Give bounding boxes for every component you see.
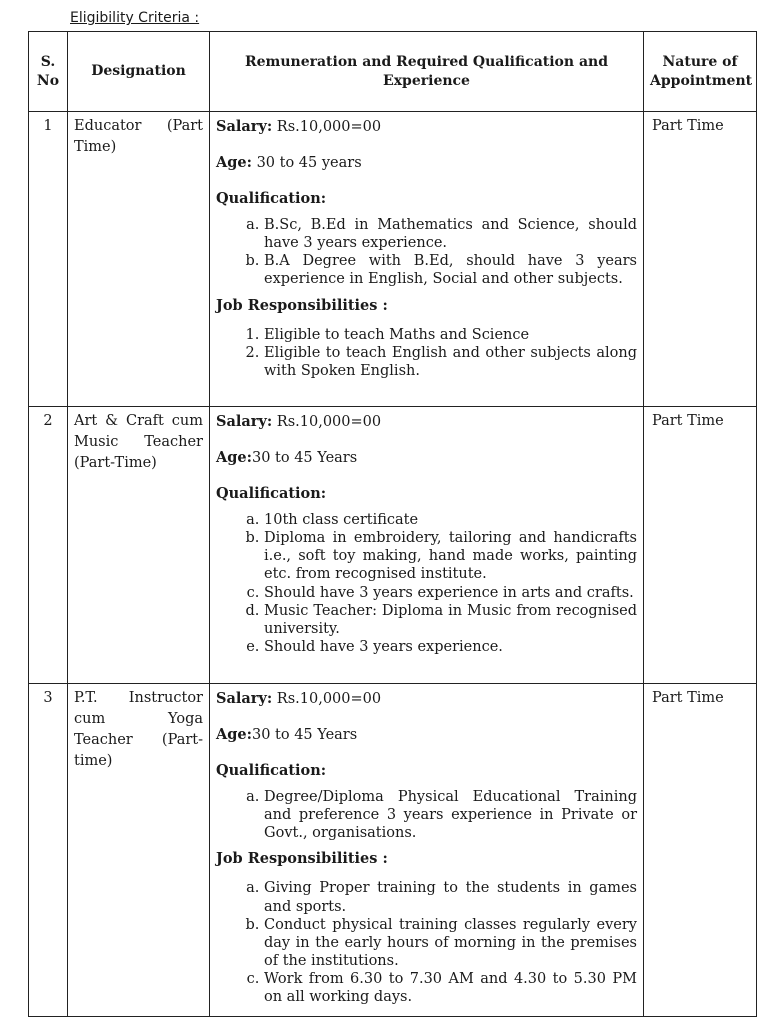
table-header-row [29, 32, 757, 112]
row-details [210, 112, 644, 407]
row-sno: 2 [29, 407, 68, 684]
header-nature: Nature of Appointment [644, 32, 757, 112]
responsibilities-list [216, 879, 637, 1006]
row-details [210, 407, 644, 684]
qualification-label: Qualification: [216, 762, 327, 780]
age-line: Age: 30 to 45 years [216, 154, 362, 172]
list-item: b. B.A Degree with B.Ed, should have 3 years experience in English, Social and other subjects. [264, 252, 637, 288]
header-designation: Designation [68, 32, 210, 112]
salary-line: Salary: Rs.10,000=00 [216, 118, 382, 135]
list-item: a. Degree/Diploma Physical Educational Training and preference 3 years experience in Private or Govt., organisations. [264, 788, 637, 842]
responsibilities-label: Job Responsibilities : [216, 296, 388, 314]
qualification-list [216, 216, 637, 289]
responsibilities-list [216, 326, 637, 380]
salary-line: Salary: Rs.10,000=00 [216, 413, 382, 430]
list-item: c. Work from 6.30 to 7.30 AM and 4.30 to 5.30 PM on all working days. [264, 970, 637, 1006]
salary-line: Salary: Rs.10,000=00 [216, 690, 382, 707]
list-item: a. 10th class certificate [264, 511, 637, 529]
list-item: c. Should have 3 years experience in arts and crafts. [264, 584, 637, 602]
list-item: b. Diploma in embroidery, tailoring and handicrafts i.e., soft toy making, hand made works, painting etc. from recognised institute. [264, 529, 637, 583]
table-row [29, 407, 757, 684]
qualification-list [216, 511, 637, 656]
list-item: 2. Eligible to teach English and other subjects along with Spoken English. [264, 344, 637, 380]
row-nature: Part Time [644, 112, 757, 407]
table-row [29, 112, 757, 407]
row-nature: Part Time [644, 407, 757, 684]
list-item: a. B.Sc, B.Ed in Mathematics and Science, should have 3 years experience. [264, 216, 637, 252]
qualification-label: Qualification: [216, 190, 327, 208]
row-designation: Art & Craft cum Music Teacher (Part-Time) [68, 407, 210, 684]
responsibilities-label: Job Responsibilities : [216, 850, 388, 868]
list-item: d. Music Teacher: Diploma in Music from recognised university. [264, 602, 637, 638]
qualification-list [216, 788, 637, 842]
row-designation: Educator (Part Time) [68, 112, 210, 407]
row-nature: Part Time [644, 684, 757, 1017]
section-heading: Eligibility Criteria : [70, 10, 200, 26]
row-details [210, 684, 644, 1017]
list-item: e. Should have 3 years experience. [264, 638, 637, 656]
row-sno: 3 [29, 684, 68, 1017]
header-sno: S. No [29, 32, 68, 112]
list-item: 1. Eligible to teach Maths and Science [264, 326, 637, 344]
eligibility-table [28, 31, 757, 1017]
age-line: Age:30 to 45 Years [216, 726, 358, 744]
row-sno: 1 [29, 112, 68, 407]
header-remuneration: Remuneration and Required Qualification and Experience [210, 32, 644, 112]
list-item: b. Conduct physical training classes regularly every day in the early hours of morning in the premises of the institutions. [264, 916, 637, 970]
row-designation: P.T. Instructor cum Yoga Teacher (Part-time) [68, 684, 210, 1017]
list-item: a. Giving Proper training to the students in games and sports. [264, 879, 637, 915]
age-line: Age:30 to 45 Years [216, 449, 358, 467]
table-row [29, 684, 757, 1017]
qualification-label: Qualification: [216, 485, 327, 503]
